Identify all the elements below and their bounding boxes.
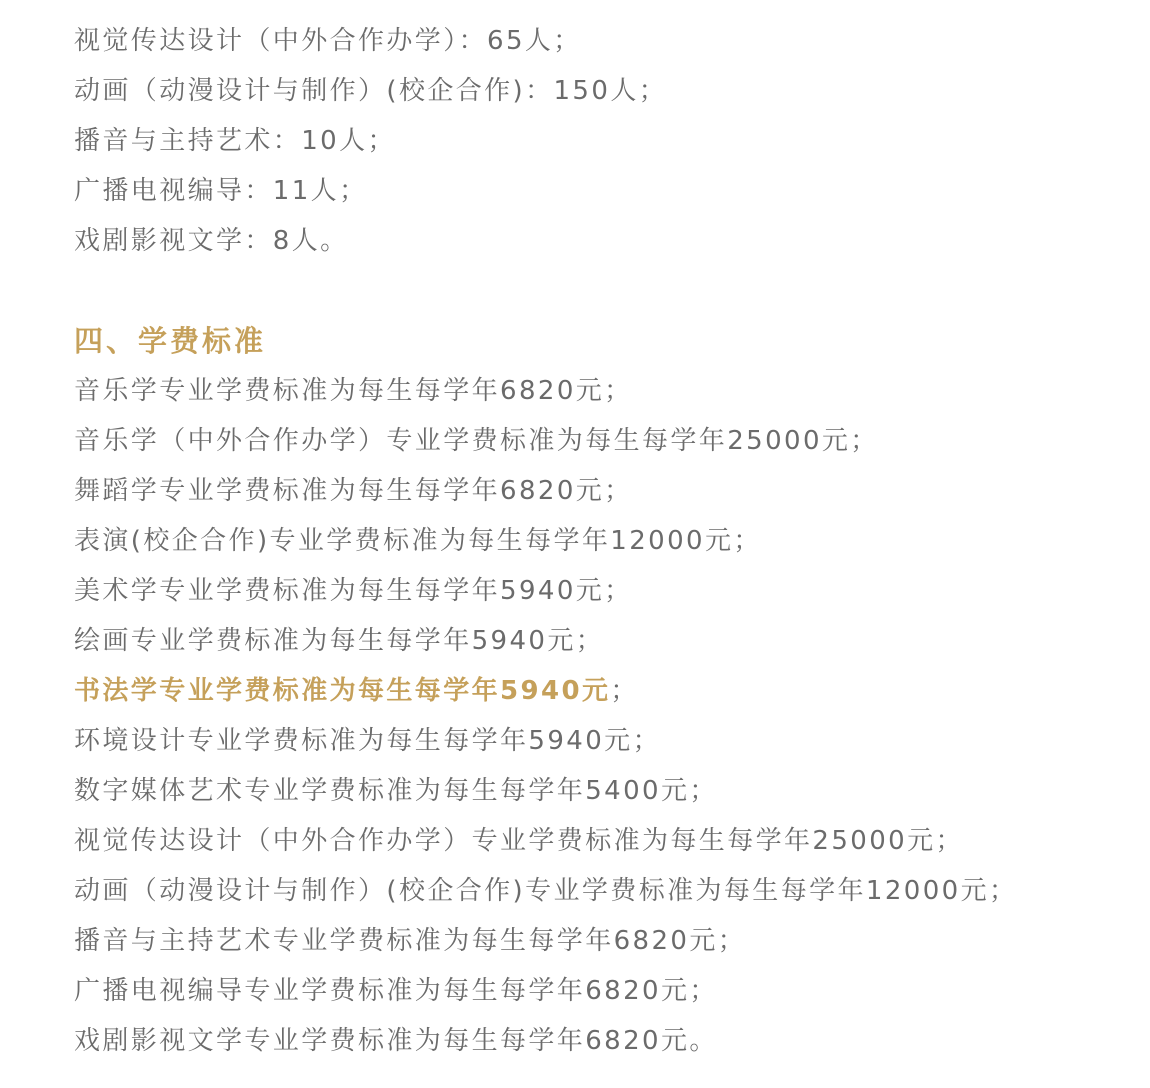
- enrollment-item: 播音与主持艺术：10人；: [74, 126, 396, 156]
- section-heading-tuition: 四、学费标准: [74, 324, 267, 358]
- tuition-item: 音乐学（中外合作办学）专业学费标准为每生每学年25000元；: [74, 426, 879, 456]
- tuition-item: 美术学专业学费标准为每生每学年5940元；: [74, 576, 633, 606]
- enrollment-item: 戏剧影视文学：8人。: [74, 226, 349, 256]
- article-body: [74, 16, 1134, 1066]
- enrollment-item: 广播电视编导：11人；: [74, 176, 368, 206]
- tuition-item: 播音与主持艺术专业学费标准为每生每学年6820元；: [74, 926, 747, 956]
- enrollment-item: 视觉传达设计（中外合作办学）：65人；: [74, 26, 582, 56]
- highlighted-tail: ；: [610, 676, 639, 706]
- tuition-item: 动画（动漫设计与制作）(校企合作)专业学费标准为每生每学年12000元；: [74, 876, 1018, 906]
- tuition-item: 音乐学专业学费标准为每生每学年6820元；: [74, 376, 633, 406]
- enrollment-item: 动画（动漫设计与制作）(校企合作)：150人；: [74, 76, 668, 106]
- highlighted-text: 书法学专业学费标准为每生每学年5940元: [74, 676, 611, 706]
- tuition-item-highlighted: [74, 666, 1134, 716]
- tuition-item: 视觉传达设计（中外合作办学）专业学费标准为每生每学年25000元；: [74, 826, 964, 856]
- enrollment-list: [74, 16, 1134, 266]
- tuition-item: 舞蹈学专业学费标准为每生每学年6820元；: [74, 476, 633, 506]
- tuition-item: 戏剧影视文学专业学费标准为每生每学年6820元。: [74, 1026, 718, 1056]
- tuition-list: [74, 366, 1134, 1066]
- tuition-item: 环境设计专业学费标准为每生每学年5940元；: [74, 726, 661, 756]
- tuition-item: 广播电视编导专业学费标准为每生每学年6820元；: [74, 976, 718, 1006]
- tuition-item: 绘画专业学费标准为每生每学年5940元；: [74, 626, 605, 656]
- tuition-item: 数字媒体艺术专业学费标准为每生每学年5400元；: [74, 776, 718, 806]
- section-spacer: [74, 266, 1134, 316]
- tuition-item: 表演(校企合作)专业学费标准为每生每学年12000元；: [74, 526, 762, 556]
